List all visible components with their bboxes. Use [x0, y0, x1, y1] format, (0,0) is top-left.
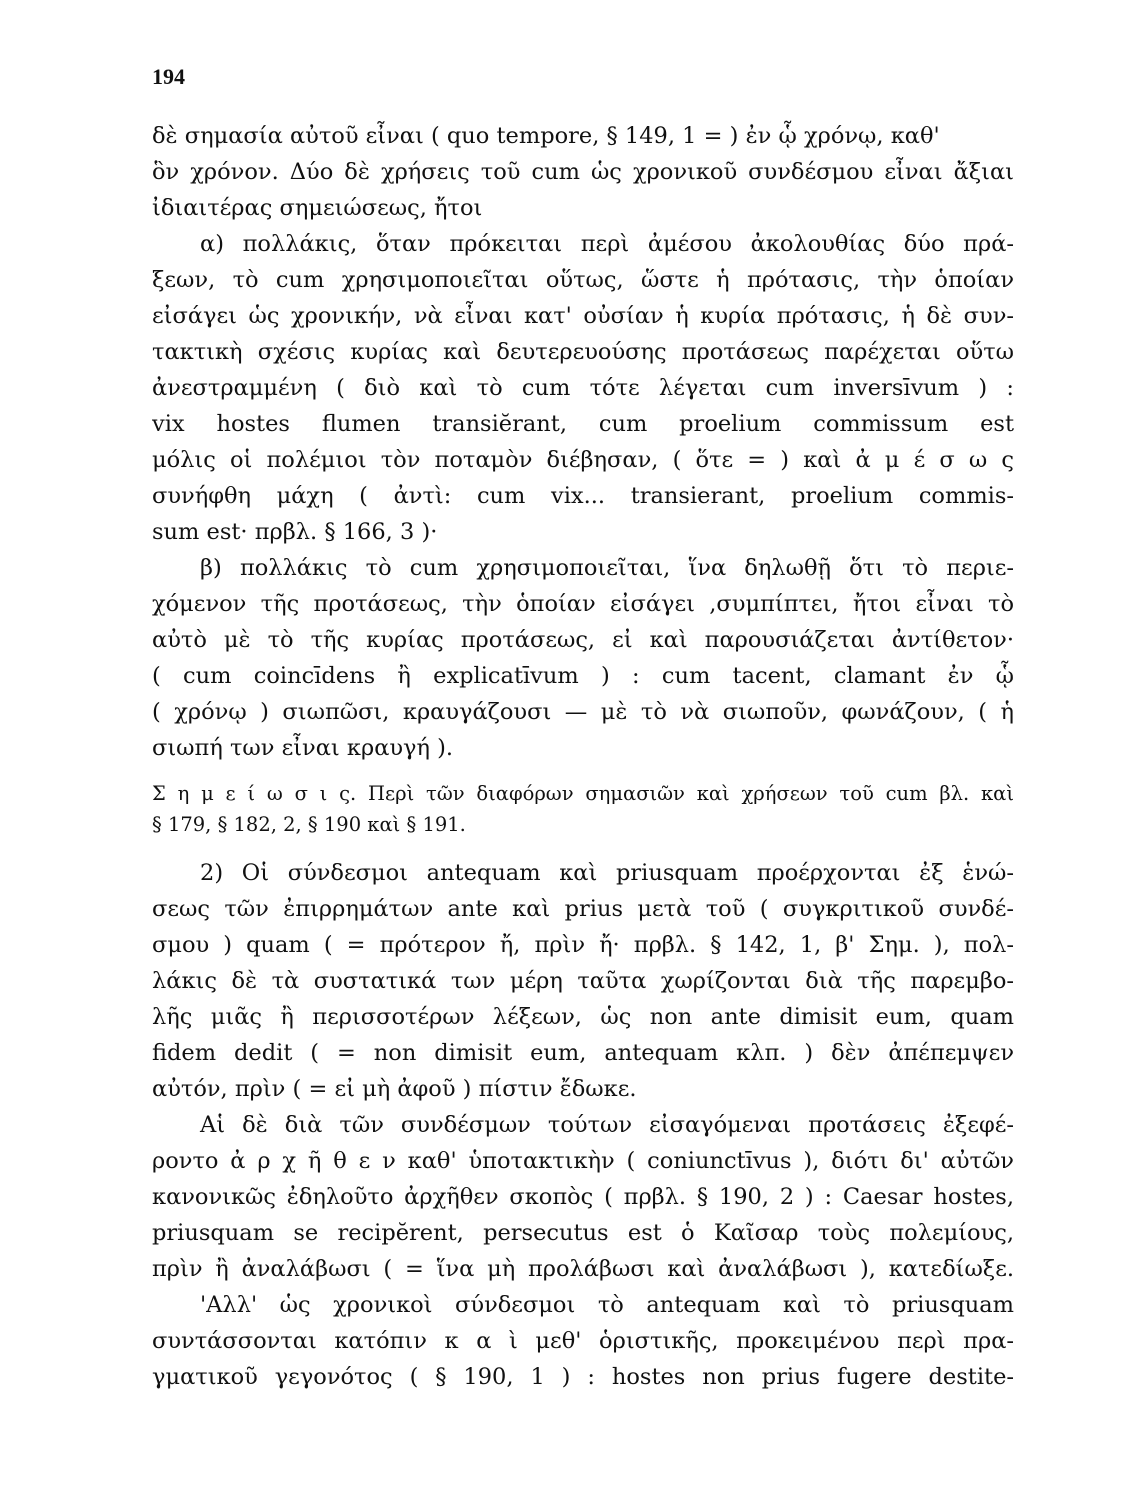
text-line: ὃν χρόνον. Δύο δὲ χρήσεις τοῦ cum ὡς χρονικοῦ συνδέσμου εἶναι ἄξιαι [152, 159, 1014, 185]
page-number: 194 [152, 64, 185, 89]
text-line: ἀνεστραμμένη ( διὸ καὶ τὸ cum τότε λέγεται cum inversīvum ) : [152, 375, 1014, 401]
text-line: ( cum coincīdens ἢ explicatīvum ) : cum tacent, clamant ἐν ᾧ [152, 663, 1014, 689]
text-line: β) πολλάκις τὸ cum χρησιμοποιεῖται, ἵνα δηλωθῇ ὅτι τὸ περιε- [200, 555, 1014, 581]
text-line: Αἱ δὲ διὰ τῶν συνδέσμων τούτων εἰσαγόμεναι προτάσεις ἐξεφέ- [200, 1112, 1014, 1138]
text-line: εἰσάγει ὡς χρονικήν, νὰ εἶναι κατ' οὐσίαν ἡ κυρία πρότασις, ἡ δὲ συν- [152, 303, 1014, 329]
text-line: λῆς μιᾶς ἢ περισσοτέρων λέξεων, ὡς non ante dimisit eum, quam [152, 1004, 1014, 1030]
text-line: κανονικῶς ἐδηλοῦτο ἀρχῆθεν σκοπὸς ( πρβλ. § 190, 2 ) : Caesar hostes, [152, 1184, 1014, 1210]
note-line: § 179, § 182, 2, § 190 καὶ § 191. [152, 813, 466, 836]
text-line: vix hostes flumen transiĕrant, cum proelium commissum est [152, 411, 1014, 437]
text-line: 'Αλλ' ὡς χρονικοὶ σύνδεσμοι τὸ antequam καὶ τὸ priusquam [200, 1292, 1014, 1318]
main-text-block [152, 118, 1014, 766]
text-line: σιωπή των εἶναι κραυγή ). [152, 735, 454, 761]
text-line: sum est· πρβλ. § 166, 3 )· [152, 519, 438, 545]
section-text-block [152, 855, 1014, 1395]
text-line: α) πολλάκις, ὅταν πρόκειται περὶ ἀμέσου ἀκολουθίας δύο πρά- [200, 231, 1014, 257]
text-line: ξεων, τὸ cum χρησιμοποιεῖται οὕτως, ὥστε ἡ πρότασις, τὴν ὁποίαν [152, 267, 1014, 293]
text-line: συντάσσονται κατόπιν κ α ὶ μεθ' ὁριστικῆς, προκειμένου περὶ πρα- [152, 1328, 1014, 1354]
text-line: σεως τῶν ἐπιρρημάτων ante καὶ prius μετὰ τοῦ ( συγκριτικοῦ συνδέ- [152, 896, 1014, 922]
note-line: Σ η μ ε ί ω σ ι ς. Περὶ τῶν διαφόρων σημασιῶν καὶ χρήσεων τοῦ cum βλ. καὶ [152, 782, 1014, 805]
text-line: χόμενον τῆς προτάσεως, τὴν ὁποίαν εἰσάγει ,συμπίπτει, ἤτοι εἶναι τὸ [152, 591, 1014, 617]
text-line: γματικοῦ γεγονότος ( § 190, 1 ) : hostes non prius fugere destite- [152, 1364, 1014, 1390]
text-line: fidem dedit ( = non dimisit eum, antequam κλπ. ) δὲν ἀπέπεμψεν [152, 1040, 1014, 1066]
text-line: σμου ) quam ( = πρότερον ἤ, πρὶν ἤ· πρβλ. § 142, 1, β' Σημ. ), πολ- [152, 932, 1014, 958]
text-line: δὲ σημασία αὐτοῦ εἶναι ( quo tempore, § 149, 1 = ) ἐν ᾧ χρόνῳ, καθ' [152, 123, 940, 149]
text-line: μόλις οἱ πολέμιοι τὸν ποταμὸν διέβησαν, ( ὅτε = ) καὶ ἀ μ έ σ ω ς [152, 447, 1014, 473]
text-line: ( χρόνῳ ) σιωπῶσι, κραυγάζουσι — μὲ τὸ νὰ σιωποῦν, φωνάζουν, ( ἡ [152, 699, 1014, 725]
text-line: αὐτὸ μὲ τὸ τῆς κυρίας προτάσεως, εἰ καὶ παρουσιάζεται ἀντίθετον· [152, 627, 1014, 653]
text-line: priusquam se recipĕrent, persecutus est ὁ Καῖσαρ τοὺς πολεμίους, [152, 1220, 1014, 1246]
text-line: ἰδιαιτέρας σημειώσεως, ἤτοι [152, 195, 483, 221]
text-line: συνήφθη μάχη ( ἀντὶ: cum vix... transierant, proelium commis- [152, 483, 1014, 509]
text-line: λάκις δὲ τὰ συστατικά των μέρη ταῦτα χωρίζονται διὰ τῆς παρεμβο- [152, 968, 1014, 994]
note-block [152, 778, 1014, 840]
text-line: αὐτόν, πρὶν ( = εἰ μὴ ἀφοῦ ) πίστιν ἔδωκε. [152, 1076, 637, 1102]
text-line: πρὶν ἢ ἀναλάβωσι ( = ἵνα μὴ προλάβωσι καὶ ἀναλάβωσι ), κατεδίωξε. [152, 1256, 1014, 1282]
text-line: 2) Οἱ σύνδεσμοι antequam καὶ priusquam προέρχονται ἐξ ἑνώ- [200, 860, 1014, 886]
text-line: τακτικὴ σχέσις κυρίας καὶ δευτερευούσης προτάσεως παρέχεται οὕτω [152, 339, 1014, 365]
text-line: ροντο ἀ ρ χ ῆ θ ε ν καθ' ὑποτακτικὴν ( coniunctīvus ), διότι δι' αὐτῶν [152, 1148, 1014, 1174]
